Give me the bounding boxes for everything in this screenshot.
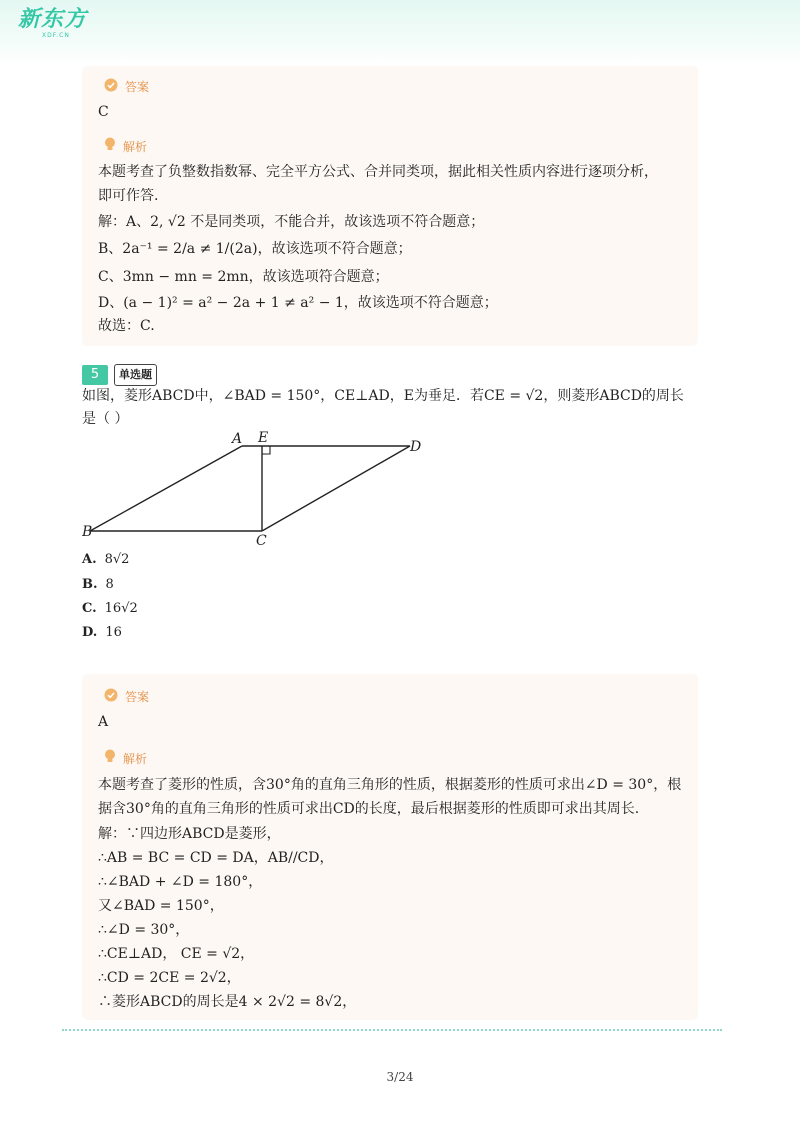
analysis-line: ∴CD = 2CE = 2√2， <box>98 970 241 986</box>
analysis-line: ∴AB = BC = CD = DA，AB//CD， <box>98 850 334 866</box>
analysis-header-label: 解析 <box>123 751 148 766</box>
analysis-line: ∴菱形ABCD的周长是4 × 2√2 = 8√2， <box>98 994 357 1010</box>
logo-text: 新东方 <box>18 7 88 32</box>
analysis-line: C、3mn − mn = 2mn，故该选项符合题意； <box>98 269 389 285</box>
option-value: 8 <box>105 577 114 592</box>
analysis-line: 即可作答. <box>98 188 159 204</box>
option-c[interactable] <box>82 599 138 619</box>
answer-value: A <box>98 714 109 730</box>
analysis-header <box>104 136 147 156</box>
brand-logo <box>18 8 87 40</box>
answer-header-label: 答案 <box>125 689 150 704</box>
analysis-line: 本题考查了菱形的性质，含30°角的直角三角形的性质，根据菱形的性质可求出∠D = 30°，根 <box>98 777 682 793</box>
option-letter: A. <box>82 552 97 567</box>
option-a[interactable] <box>82 550 129 570</box>
lightbulb-icon <box>104 137 116 155</box>
analysis-line: ∴∠BAD + ∠D = 180°， <box>98 874 263 890</box>
question-text: 如图，菱形ABCD中，∠BAD = 150°，CE⊥AD，E为垂足．若CE = √2，则菱形ABCD的周长 <box>82 388 684 404</box>
logo-subtext: XDF.CN <box>42 32 70 39</box>
label-d: D <box>410 439 422 455</box>
side-dc <box>262 446 410 531</box>
option-value: 16 <box>105 625 122 640</box>
page-number: 3/24 <box>386 1070 414 1084</box>
answer-header <box>104 76 149 96</box>
check-badge-icon <box>104 78 118 95</box>
question-number-badge: 5 <box>82 365 108 385</box>
side-ba <box>90 446 242 531</box>
question-text: 是（ ） <box>82 411 129 427</box>
label-c: C <box>256 533 267 549</box>
analysis-header-label: 解析 <box>123 139 148 154</box>
analysis-line: 本题考查了负整数指数幂、完全平方公式、合并同类项，据此相关性质内容进行逐项分析， <box>98 164 658 180</box>
analysis-line: D、(a − 1)² = a² − 2a + 1 ≠ a² − 1，故该选项不符合题意； <box>98 295 498 311</box>
analysis-header <box>104 748 147 768</box>
rhombus-figure <box>82 426 442 556</box>
answer-header <box>104 686 149 706</box>
check-badge-icon <box>104 688 118 705</box>
page-header-band <box>0 0 800 64</box>
prev-solution-panel <box>82 66 698 346</box>
analysis-line: 故选：C. <box>98 318 155 334</box>
analysis-line: 又∠BAD = 150°， <box>98 898 224 914</box>
label-b: B <box>82 524 93 540</box>
section-divider <box>62 1029 722 1031</box>
option-letter: B. <box>82 577 98 592</box>
analysis-line: 解：∵四边形ABCD是菱形， <box>98 826 281 842</box>
option-letter: C. <box>82 601 97 616</box>
analysis-line: B、2a⁻¹ = 2/a ≠ 1/(2a)，故该选项不符合题意； <box>98 241 412 257</box>
option-value: 8√2 <box>104 552 130 567</box>
answer-header-label: 答案 <box>125 79 150 94</box>
option-letter: D. <box>82 625 98 640</box>
option-d[interactable] <box>82 623 122 643</box>
label-e: E <box>258 430 269 446</box>
option-value: 16√2 <box>104 601 138 616</box>
question-type-badge: 单选题 <box>114 364 157 386</box>
solution-panel <box>82 674 698 1020</box>
label-a: A <box>232 431 243 447</box>
answer-value: C <box>98 104 109 120</box>
lightbulb-icon <box>104 749 116 767</box>
analysis-line: ∴CE⊥AD， CE = √2， <box>98 946 255 962</box>
analysis-line: 解：A、2, √2 不是同类项，不能合并，故该选项不符合题意； <box>98 214 485 230</box>
analysis-line: ∴∠D = 30°， <box>98 922 190 938</box>
right-angle-mark <box>262 446 270 454</box>
analysis-line: 据含30°角的直角三角形的性质可求出CD的长度，最后根据菱形的性质即可求出其周长. <box>98 801 640 817</box>
option-b[interactable] <box>82 575 114 595</box>
